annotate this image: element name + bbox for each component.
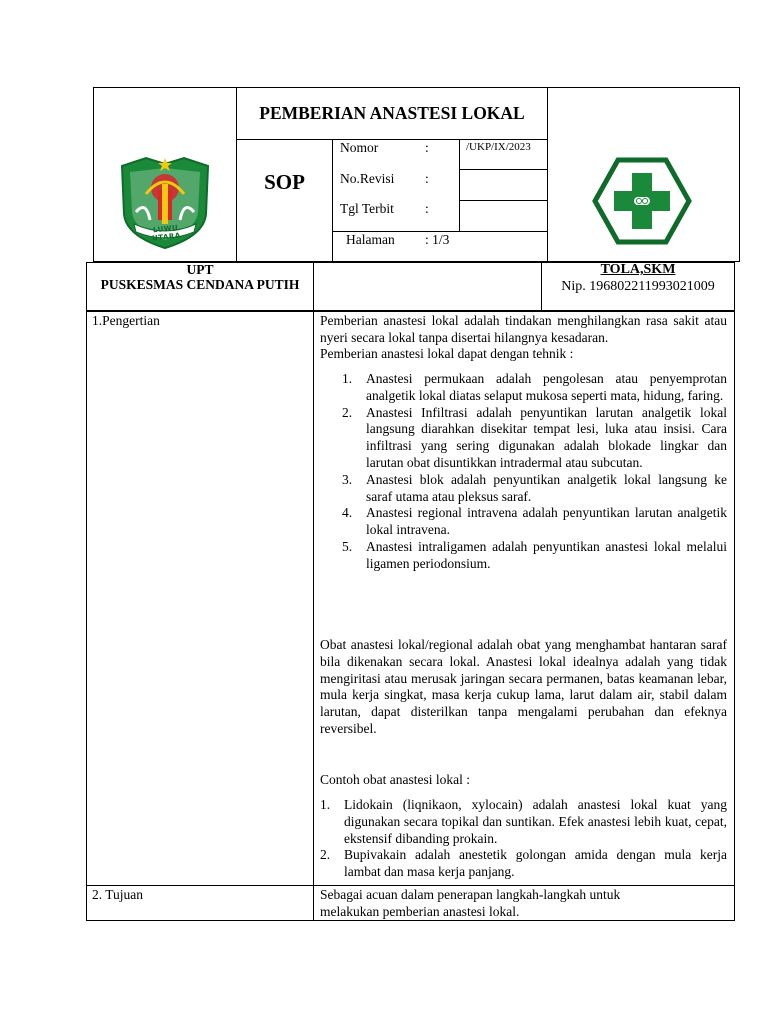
org-row-divider-1	[313, 262, 314, 311]
contoh-item-1	[320, 797, 727, 847]
list-number: 5.	[342, 538, 353, 554]
meta-nomor-label: Nomor	[340, 140, 379, 155]
list-number: 1.	[320, 797, 331, 812]
list-item: Anastesi regional intravena adalah penyuntikan larutan analgetik lokal intravena.	[366, 505, 727, 538]
content-col-divider	[313, 311, 314, 921]
meta-revisi-sep: :	[425, 171, 429, 186]
content-row-divider	[86, 885, 735, 886]
sop-label: SOP	[264, 170, 305, 194]
meta-halaman-label: Halaman	[346, 232, 395, 247]
meta-nomor-sep: :	[425, 140, 429, 155]
technique-item-5	[342, 538, 727, 573]
list-number: 2.	[342, 404, 353, 420]
list-number: 3.	[342, 471, 353, 487]
technique-item-2	[342, 404, 727, 472]
emblem-ribbon-text: LUWU UTARA	[151, 223, 182, 243]
technique-item-1	[342, 371, 727, 405]
signer-name: TOLA,SKM	[600, 262, 676, 277]
pengertian-lead: Pemberian anastesi lokal dapat dengan tehnik :	[320, 346, 574, 361]
meta-revisi-label: No.Revisi	[340, 171, 395, 186]
meta-value-divider	[459, 139, 460, 232]
technique-item-3	[342, 471, 727, 506]
list-number: 1.	[342, 371, 353, 386]
list-item: Bupivakain adalah anestetik golongan amida dengan mula kerja lambat dan masa kerja panjang.	[344, 847, 727, 880]
meta-col-divider	[332, 139, 333, 262]
document-title: PEMBERIAN ANASTESI LOKAL	[259, 103, 525, 123]
pengertian-intro: Pemberian anastesi lokal adalah tindakan menghilangkan rasa sakit atau nyeri secara lokal tanpa disertai hilangnya kesadaran.	[320, 313, 727, 345]
meta-nomor-value: /UKP/IX/2023	[466, 141, 531, 153]
tujuan-label: 2. Tujuan	[92, 887, 144, 902]
pengertian-label: 1.Pengertian	[92, 313, 160, 328]
technique-list	[342, 371, 727, 573]
contoh-list	[320, 797, 727, 881]
org-puskesmas-name: PUSKESMAS CENDANA PUTIH	[100, 277, 300, 292]
signer-nip: Nip. 196802211993021009	[561, 279, 715, 294]
list-item: Lidokain (liqnikaon, xylocain) adalah anastesi lokal kuat yang digunakan secara topikal dan suntikan. Efek anastesi lebih kuat, cepat, ekstensif dibanding prokain.	[344, 797, 727, 846]
list-number: 2.	[320, 847, 331, 863]
list-item: Anastesi permukaan adalah pengolesan atau penyemprotan analgetik lokal diatas selaput mukosa seperti mata, hidung, faring.	[366, 371, 727, 403]
list-item: Anastesi Infiltrasi adalah penyuntikan larutan analgetik lokal langsung diarahkan disekitar tempat lesi, luka atau insisi. Cara infiltrasi yang sering digunakan adalah blokade lingkar dan larutan obat disuntikkan intradermal atau subcutan.	[366, 404, 727, 470]
meta-halaman-sep: : 1/3	[425, 232, 450, 247]
puskesmas-logo	[592, 157, 692, 245]
list-number: 4.	[342, 505, 353, 521]
title-divider	[236, 139, 548, 140]
header-divider-right	[547, 87, 548, 262]
meta-row-line-1	[459, 169, 548, 170]
tujuan-text: Sebagai acuan dalam penerapan langkah-langkah untuk melakukan pemberian anastesi lokal.	[320, 887, 621, 919]
meta-terbit-sep: :	[425, 201, 429, 216]
org-upt-label: UPT	[186, 262, 214, 277]
technique-item-4	[342, 505, 727, 539]
regional-emblem-logo	[116, 154, 214, 250]
obat-paragraph: Obat anastesi lokal/regional adalah obat yang menghambat hantaran saraf bila dikenakan secara lokal. Anastesi lokal idealnya adalah yang tidak mengiritasi atau merusak jaringan secara permanen, batas keamanan lebar, mula kerja singkat, masa kerja cukup lama, larut dalam air, stabil dalam larutan, dapat disterilkan tanpa mengalami perubahan dan efeknya reversibel.	[320, 637, 727, 736]
list-item: Anastesi blok adalah penyuntikan analgetik lokal langsung ke saraf utama atau pleksus saraf.	[366, 471, 727, 504]
contoh-item-2	[320, 847, 727, 881]
meta-terbit-label: Tgl Terbit	[340, 201, 394, 216]
list-item: Anastesi intraligamen adalah penyuntikan anastesi lokal melalui ligamen periodonsium.	[366, 538, 727, 571]
contoh-lead: Contoh obat anastesi lokal :	[320, 772, 470, 787]
meta-row-line-2	[459, 200, 548, 201]
